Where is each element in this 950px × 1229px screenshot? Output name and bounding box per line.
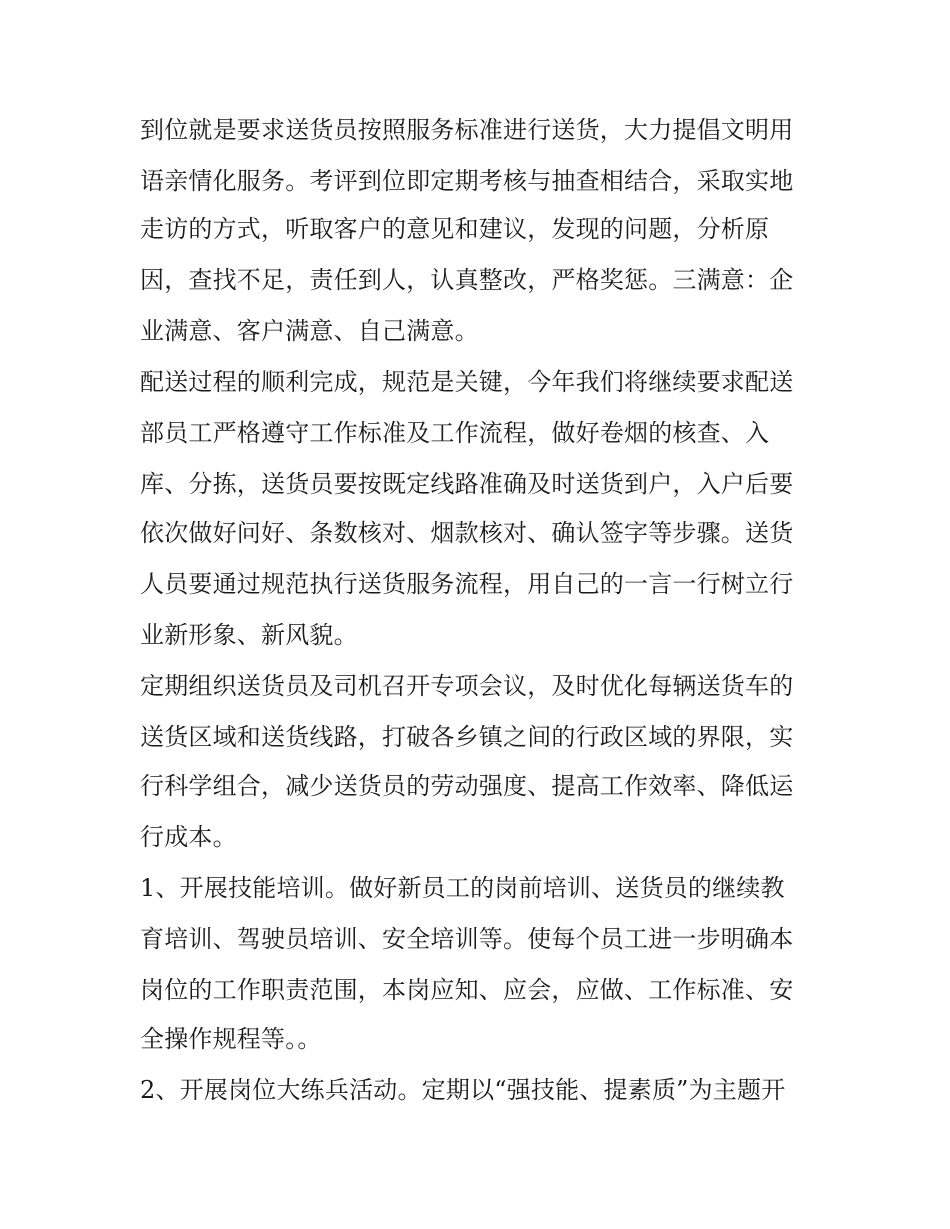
text-line: 2、开展岗位大练兵活动。定期以“强技能、提素质”为主题开	[140, 1076, 786, 1104]
text-line: 业满意、客户满意、自己满意。	[140, 317, 479, 345]
text-line: 走访的方式，听取客户的意见和建议，发现的问题，分析原	[140, 215, 770, 243]
text-line: 岗位的工作职责范围，本岗应知、应会，应做、工作标准、安	[140, 976, 794, 1004]
text-line: 行成本。	[140, 823, 237, 851]
text-line: 依次做好问好、条数核对、烟款核对、确认签字等步骤。送货	[140, 519, 794, 547]
text-line: 育培训、驾驶员培训、安全培训等。使每个员工进一步明确本	[140, 925, 794, 953]
text-line: 到位就是要求送货员按照服务标准进行送货，大力提倡文明用	[140, 116, 794, 144]
text-line: 业新形象、新风貌。	[140, 621, 358, 649]
text-line: 库、分拣，送货员要按既定线路准确及时送货到户，入户后要	[140, 470, 794, 498]
text-line: 因，查找不足，责任到人，认真整改，严格奖惩。三满意：企	[140, 266, 794, 294]
text-line: 送货区域和送货线路，打破各乡镇之间的行政区域的界限，实	[140, 723, 794, 751]
text-line: 全操作规程等。。	[140, 1025, 322, 1053]
text-line: 语亲情化服务。考评到位即定期考核与抽查相结合，采取实地	[140, 167, 794, 195]
text-line: 定期组织送货员及司机召开专项会议，及时优化每辆送货车的	[140, 672, 794, 700]
text-line: 配送过程的顺利完成，规范是关键，今年我们将继续要求配送	[140, 368, 794, 396]
text-line: 1、开展技能培训。做好新员工的岗前培训、送货员的继续教	[140, 874, 785, 902]
text-line: 人员要通过规范执行送货服务流程，用自己的一言一行树立行	[140, 570, 794, 598]
text-line: 行科学组合，减少送货员的劳动强度、提高工作效率、降低运	[140, 772, 794, 800]
text-line: 部员工严格遵守工作标准及工作流程，做好卷烟的核查、入	[140, 419, 770, 447]
